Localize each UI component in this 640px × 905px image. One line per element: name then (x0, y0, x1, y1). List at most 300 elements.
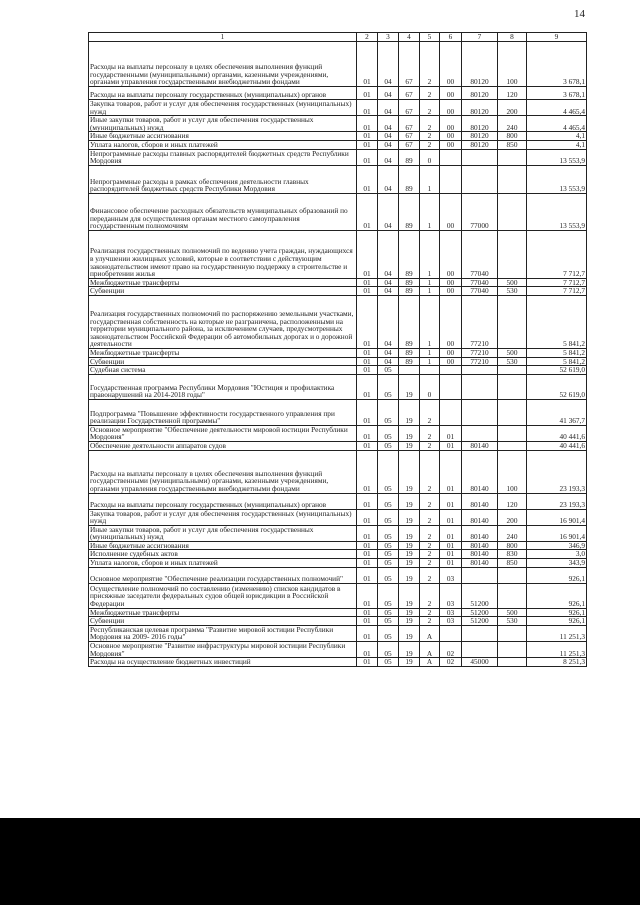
row-code-cell: 19 (399, 658, 420, 667)
row-amount: 5 841,2 (527, 295, 587, 348)
row-code-cell: А (420, 642, 440, 658)
row-code-cell: 00 (440, 357, 462, 366)
row-code-cell: 80140 (462, 559, 498, 568)
row-amount: 40 441,6 (527, 441, 587, 450)
row-code-cell: 00 (440, 278, 462, 287)
row-code-cell (498, 567, 527, 583)
row-code-cell: 00 (440, 287, 462, 296)
row-amount: 346,9 (527, 541, 587, 550)
row-code-cell: 04 (378, 116, 399, 132)
table-row (89, 374, 587, 399)
row-code-cell: 19 (399, 559, 420, 568)
row-code-cell: 120 (498, 493, 527, 509)
row-code-cell: 120 (498, 87, 527, 100)
row-description: Субвенции (89, 617, 357, 626)
row-code-cell: 240 (498, 116, 527, 132)
row-code-cell: 01 (357, 42, 378, 87)
row-code-cell: 1 (420, 357, 440, 366)
row-code-cell (498, 149, 527, 165)
row-code-cell: 1 (420, 165, 440, 193)
row-code-cell: 00 (440, 295, 462, 348)
row-code-cell (498, 625, 527, 641)
row-code-cell: 01 (357, 425, 378, 441)
row-amount: 4,1 (527, 140, 587, 149)
row-code-cell: 05 (378, 583, 399, 608)
row-code-cell: 19 (399, 441, 420, 450)
row-code-cell: 19 (399, 450, 420, 493)
row-description: Государственная программа Республики Мордовия "Юстиция и профилактика правонарушений на 2014-2018 годы" (89, 374, 357, 399)
row-code-cell (420, 366, 440, 375)
row-code-cell: 01 (357, 550, 378, 559)
row-code-cell: 0 (420, 374, 440, 399)
row-code-cell: 04 (378, 140, 399, 149)
row-code-cell: 80140 (462, 441, 498, 450)
row-code-cell: 500 (498, 348, 527, 357)
row-code-cell: 01 (357, 116, 378, 132)
row-code-cell: 2 (420, 567, 440, 583)
row-code-cell: 200 (498, 509, 527, 525)
row-code-cell: 89 (399, 230, 420, 278)
table-row (89, 140, 587, 149)
row-code-cell: 67 (399, 87, 420, 100)
row-description: Расходы на выплаты персоналу в целях обеспечения выполнения функций государственными (муниципальными) органами, казенными учреждениями, органами управления государственными внебюджетными фондами (89, 42, 357, 87)
row-code-cell: 89 (399, 348, 420, 357)
row-description: Расходы на осуществление бюджетных инвестиций (89, 658, 357, 667)
row-amount: 16 901,4 (527, 525, 587, 541)
row-code-cell: 850 (498, 140, 527, 149)
row-code-cell: 04 (378, 230, 399, 278)
row-code-cell: 01 (357, 441, 378, 450)
table-row (89, 366, 587, 375)
row-amount: 5 841,2 (527, 357, 587, 366)
table-row (89, 87, 587, 100)
row-amount: 8 251,3 (527, 658, 587, 667)
table-row (89, 441, 587, 450)
row-code-cell (462, 399, 498, 425)
row-code-cell: 03 (440, 567, 462, 583)
row-code-cell: 67 (399, 116, 420, 132)
row-code-cell: 19 (399, 642, 420, 658)
row-amount: 926,1 (527, 567, 587, 583)
row-code-cell: 51200 (462, 608, 498, 617)
row-amount: 11 251,3 (527, 625, 587, 641)
row-code-cell: 05 (378, 493, 399, 509)
row-amount: 16 901,4 (527, 509, 587, 525)
row-code-cell: 01 (440, 509, 462, 525)
row-code-cell: 01 (357, 450, 378, 493)
row-code-cell: 04 (378, 42, 399, 87)
column-header: 1 (89, 33, 357, 42)
scan-footer-band (0, 818, 640, 905)
row-amount: 40 441,6 (527, 425, 587, 441)
row-code-cell: 01 (357, 165, 378, 193)
row-code-cell: 19 (399, 617, 420, 626)
row-code-cell: 01 (357, 559, 378, 568)
row-code-cell: 530 (498, 617, 527, 626)
row-amount: 7 712,7 (527, 278, 587, 287)
row-code-cell: 01 (357, 642, 378, 658)
row-code-cell: 80120 (462, 140, 498, 149)
row-code-cell: 01 (357, 295, 378, 348)
row-amount: 11 251,3 (527, 642, 587, 658)
row-description: Уплата налогов, сборов и иных платежей (89, 559, 357, 568)
row-code-cell: 05 (378, 425, 399, 441)
row-description: Основное мероприятие "Обеспечение реализации государственных полномочий" (89, 567, 357, 583)
row-code-cell: 05 (378, 374, 399, 399)
row-code-cell (462, 366, 498, 375)
row-code-cell: 19 (399, 425, 420, 441)
row-code-cell: 1 (420, 348, 440, 357)
row-code-cell: 89 (399, 149, 420, 165)
row-description: Уплата налогов, сборов и иных платежей (89, 140, 357, 149)
row-code-cell (498, 374, 527, 399)
row-code-cell: 04 (378, 278, 399, 287)
row-code-cell: 01 (357, 100, 378, 116)
row-code-cell: 00 (440, 87, 462, 100)
row-code-cell: 2 (420, 525, 440, 541)
row-description: Расходы на выплаты персоналу государственных (муниципальных) органов (89, 87, 357, 100)
row-description: Закупка товаров, работ и услуг для обеспечения государственных (муниципальных) нужд (89, 509, 357, 525)
row-code-cell: 2 (420, 550, 440, 559)
row-code-cell: 00 (440, 140, 462, 149)
table-row (89, 132, 587, 141)
row-code-cell (462, 149, 498, 165)
row-amount: 926,1 (527, 617, 587, 626)
row-code-cell: 01 (440, 541, 462, 550)
row-description: Реализация государственных полномочий по распоряжению земельными участками, государственная собственность на которые не разграничена, расположенными на территории муниципального района, за исключением случаев, предусмотренных законодательством Российской Федерации об автомобильных дорогах и о дорожной деятельности (89, 295, 357, 348)
table-row (89, 149, 587, 165)
row-code-cell (498, 165, 527, 193)
row-code-cell: 04 (378, 132, 399, 141)
row-code-cell: 04 (378, 100, 399, 116)
row-code-cell: 2 (420, 559, 440, 568)
row-code-cell: 00 (440, 100, 462, 116)
column-header: 4 (399, 33, 420, 42)
row-amount: 4 465,4 (527, 100, 587, 116)
row-code-cell: 01 (357, 230, 378, 278)
row-code-cell: 89 (399, 165, 420, 193)
column-header: 3 (378, 33, 399, 42)
row-code-cell: 77040 (462, 278, 498, 287)
row-code-cell: 2 (420, 87, 440, 100)
row-code-cell: 100 (498, 42, 527, 87)
row-code-cell: 05 (378, 399, 399, 425)
row-description: Межбюджетные трансферты (89, 348, 357, 357)
row-code-cell: 2 (420, 441, 440, 450)
table-row (89, 559, 587, 568)
row-description: Осуществление полномочий по составлению (изменению) списков кандидатов в присяжные заседатели федеральных судов общей юрисдикции в Российской Федерации (89, 583, 357, 608)
row-code-cell (498, 366, 527, 375)
table-row (89, 357, 587, 366)
row-code-cell (462, 165, 498, 193)
row-code-cell: 01 (357, 374, 378, 399)
row-amount: 13 553,9 (527, 149, 587, 165)
row-code-cell: 19 (399, 625, 420, 641)
row-description: Республиканская целевая программа "Развитие мировой юстиции Республики Мордовия на 2009- 2016 годы" (89, 625, 357, 641)
row-code-cell: 80140 (462, 509, 498, 525)
row-code-cell: 01 (357, 399, 378, 425)
row-code-cell: 80120 (462, 116, 498, 132)
row-code-cell: 51200 (462, 617, 498, 626)
row-code-cell: 01 (357, 525, 378, 541)
row-description: Судебная система (89, 366, 357, 375)
row-code-cell: 04 (378, 348, 399, 357)
row-code-cell (498, 658, 527, 667)
row-code-cell: 2 (420, 509, 440, 525)
row-code-cell: 03 (440, 608, 462, 617)
row-code-cell: 04 (378, 357, 399, 366)
column-header: 2 (357, 33, 378, 42)
row-code-cell: 500 (498, 608, 527, 617)
row-code-cell: 01 (357, 132, 378, 141)
row-code-cell: 05 (378, 625, 399, 641)
row-code-cell: 01 (357, 140, 378, 149)
row-code-cell: 51200 (462, 583, 498, 608)
table-row (89, 230, 587, 278)
table-row (89, 509, 587, 525)
row-code-cell (399, 366, 420, 375)
row-code-cell: 03 (440, 583, 462, 608)
column-header: 5 (420, 33, 440, 42)
row-code-cell: 19 (399, 583, 420, 608)
row-code-cell: 05 (378, 450, 399, 493)
row-code-cell: 01 (357, 348, 378, 357)
row-code-cell: 00 (440, 193, 462, 230)
row-code-cell: 0 (420, 149, 440, 165)
row-code-cell: 01 (357, 87, 378, 100)
row-amount: 343,9 (527, 559, 587, 568)
table-row (89, 617, 587, 626)
row-code-cell (440, 149, 462, 165)
row-code-cell: 02 (440, 642, 462, 658)
table-row (89, 278, 587, 287)
row-code-cell: 05 (378, 525, 399, 541)
row-code-cell (440, 165, 462, 193)
table-row (89, 567, 587, 583)
row-code-cell: 01 (357, 366, 378, 375)
row-description: Обеспечение деятельности аппаратов судов (89, 441, 357, 450)
row-code-cell: 19 (399, 608, 420, 617)
row-code-cell: 05 (378, 642, 399, 658)
table-row (89, 399, 587, 425)
row-code-cell (462, 625, 498, 641)
row-amount: 7 712,7 (527, 230, 587, 278)
row-description: Финансовое обеспечение расходных обязательств муниципальных образований по переданным для осуществления органам местного самоуправления государственным полномочиям (89, 193, 357, 230)
row-code-cell (462, 642, 498, 658)
row-code-cell: 04 (378, 287, 399, 296)
row-code-cell: 1 (420, 230, 440, 278)
row-code-cell: 19 (399, 550, 420, 559)
row-code-cell: 01 (357, 357, 378, 366)
table-row (89, 165, 587, 193)
row-code-cell: 530 (498, 357, 527, 366)
row-code-cell: 89 (399, 278, 420, 287)
row-code-cell: 00 (440, 230, 462, 278)
row-code-cell: 01 (357, 193, 378, 230)
row-code-cell (440, 366, 462, 375)
row-code-cell: 77040 (462, 287, 498, 296)
row-description: Иные бюджетные ассигнования (89, 541, 357, 550)
row-code-cell: 80140 (462, 450, 498, 493)
row-code-cell (498, 642, 527, 658)
row-amount: 5 841,2 (527, 348, 587, 357)
table-row (89, 493, 587, 509)
row-code-cell: 2 (420, 450, 440, 493)
table-row (89, 541, 587, 550)
row-code-cell: 77040 (462, 230, 498, 278)
row-amount: 13 553,9 (527, 165, 587, 193)
row-description: Иные закупки товаров, работ и услуг для обеспечения государственных (муниципальных) нужд (89, 525, 357, 541)
row-description: Субвенции (89, 287, 357, 296)
row-amount: 3 678,1 (527, 87, 587, 100)
row-code-cell: 67 (399, 100, 420, 116)
row-code-cell: 19 (399, 374, 420, 399)
row-code-cell (440, 625, 462, 641)
row-amount: 7 712,7 (527, 287, 587, 296)
row-code-cell: 01 (357, 567, 378, 583)
row-code-cell: 01 (357, 625, 378, 641)
row-code-cell: 19 (399, 525, 420, 541)
row-amount: 926,1 (527, 583, 587, 608)
row-amount: 4,1 (527, 132, 587, 141)
row-code-cell: 80120 (462, 42, 498, 87)
row-code-cell: 80140 (462, 541, 498, 550)
row-code-cell: 04 (378, 165, 399, 193)
table-row (89, 193, 587, 230)
row-code-cell: 2 (420, 541, 440, 550)
table-row (89, 348, 587, 357)
row-code-cell: 05 (378, 366, 399, 375)
column-header: 6 (440, 33, 462, 42)
row-code-cell: 2 (420, 399, 440, 425)
row-code-cell: 80120 (462, 132, 498, 141)
row-code-cell: 01 (357, 149, 378, 165)
row-code-cell: 01 (440, 550, 462, 559)
row-code-cell: 02 (440, 658, 462, 667)
row-code-cell: 89 (399, 357, 420, 366)
row-code-cell: 05 (378, 617, 399, 626)
row-description: Расходы на выплаты персоналу в целях обеспечения выполнения функций государственными (муниципальными) органами, казенными учреждениями, органами управления государственными внебюджетными фондами (89, 450, 357, 493)
row-code-cell: 01 (440, 525, 462, 541)
row-code-cell: 05 (378, 509, 399, 525)
row-code-cell: 240 (498, 525, 527, 541)
row-code-cell: 80140 (462, 525, 498, 541)
row-code-cell: 1 (420, 295, 440, 348)
row-code-cell: 80140 (462, 493, 498, 509)
row-code-cell: 01 (357, 493, 378, 509)
row-amount: 52 619,0 (527, 366, 587, 375)
row-code-cell: 2 (420, 132, 440, 141)
table-row (89, 100, 587, 116)
row-amount: 3,0 (527, 550, 587, 559)
row-code-cell: 850 (498, 559, 527, 568)
table-row (89, 608, 587, 617)
row-code-cell: 89 (399, 193, 420, 230)
row-code-cell: 00 (440, 116, 462, 132)
row-code-cell: 800 (498, 541, 527, 550)
row-description: Реализация государственных полномочий по ведению учета граждан, нуждающихся в улучшении жилищных условий, которые в соответствии с действующим законодательством имеют право на государственную поддержку в строительстве и приобретении жилья (89, 230, 357, 278)
row-amount: 4 465,4 (527, 116, 587, 132)
row-code-cell: 77210 (462, 295, 498, 348)
row-code-cell: 05 (378, 541, 399, 550)
column-header: 8 (498, 33, 527, 42)
table-row (89, 625, 587, 641)
row-code-cell: 67 (399, 42, 420, 87)
row-code-cell: 00 (440, 348, 462, 357)
row-description: Исполнение судебных актов (89, 550, 357, 559)
row-amount: 23 193,3 (527, 450, 587, 493)
row-description: Основное мероприятие "Обеспечение деятельности мировой юстиции Республики Мордовия" (89, 425, 357, 441)
row-code-cell: 2 (420, 42, 440, 87)
row-code-cell: 80120 (462, 100, 498, 116)
row-code-cell: 03 (440, 617, 462, 626)
row-code-cell: 89 (399, 295, 420, 348)
table-row (89, 425, 587, 441)
row-code-cell (498, 399, 527, 425)
row-code-cell: 05 (378, 550, 399, 559)
row-code-cell: 01 (357, 617, 378, 626)
row-code-cell: 01 (357, 287, 378, 296)
row-code-cell: 01 (357, 608, 378, 617)
row-code-cell: 01 (357, 509, 378, 525)
row-description: Расходы на выплаты персоналу государственных (муниципальных) органов (89, 493, 357, 509)
row-code-cell: 77210 (462, 357, 498, 366)
row-description: Основное мероприятие "Развитие инфраструктуры мировой юстиции Республики Мордовия" (89, 642, 357, 658)
row-code-cell: 19 (399, 509, 420, 525)
row-amount: 926,1 (527, 608, 587, 617)
table-row (89, 116, 587, 132)
row-code-cell: 19 (399, 493, 420, 509)
budget-table (88, 32, 587, 667)
row-code-cell: 200 (498, 100, 527, 116)
row-code-cell: А (420, 625, 440, 641)
row-code-cell: 2 (420, 140, 440, 149)
row-description: Субвенции (89, 357, 357, 366)
table-row (89, 287, 587, 296)
row-code-cell: 67 (399, 140, 420, 149)
row-code-cell: 01 (357, 278, 378, 287)
page-number: 14 (574, 8, 585, 20)
table-row (89, 550, 587, 559)
row-code-cell: 77210 (462, 348, 498, 357)
row-code-cell: 01 (440, 441, 462, 450)
row-description: Непрограммные расходы главных распорядителей бюджетных средств Республики Мордовия (89, 149, 357, 165)
row-code-cell (498, 193, 527, 230)
row-code-cell: 01 (440, 559, 462, 568)
table-row (89, 525, 587, 541)
table-row (89, 583, 587, 608)
row-code-cell: 05 (378, 559, 399, 568)
row-code-cell: 04 (378, 193, 399, 230)
row-code-cell: 01 (357, 583, 378, 608)
row-description: Закупка товаров, работ и услуг для обеспечения государственных (муниципальных) нужд (89, 100, 357, 116)
row-code-cell (498, 425, 527, 441)
row-amount: 23 193,3 (527, 493, 587, 509)
row-description: Непрограммные расходы в рамках обеспечения деятельности главных распорядителей бюджетных средств Республики Мордовия (89, 165, 357, 193)
row-code-cell: 1 (420, 287, 440, 296)
row-code-cell: 05 (378, 567, 399, 583)
row-description: Иные бюджетные ассигнования (89, 132, 357, 141)
row-amount: 13 553,9 (527, 193, 587, 230)
row-code-cell: 67 (399, 132, 420, 141)
row-amount: 41 367,7 (527, 399, 587, 425)
row-code-cell: 77000 (462, 193, 498, 230)
row-code-cell: 2 (420, 617, 440, 626)
table-row (89, 642, 587, 658)
row-code-cell: 100 (498, 450, 527, 493)
row-code-cell: 500 (498, 278, 527, 287)
row-code-cell: 1 (420, 193, 440, 230)
